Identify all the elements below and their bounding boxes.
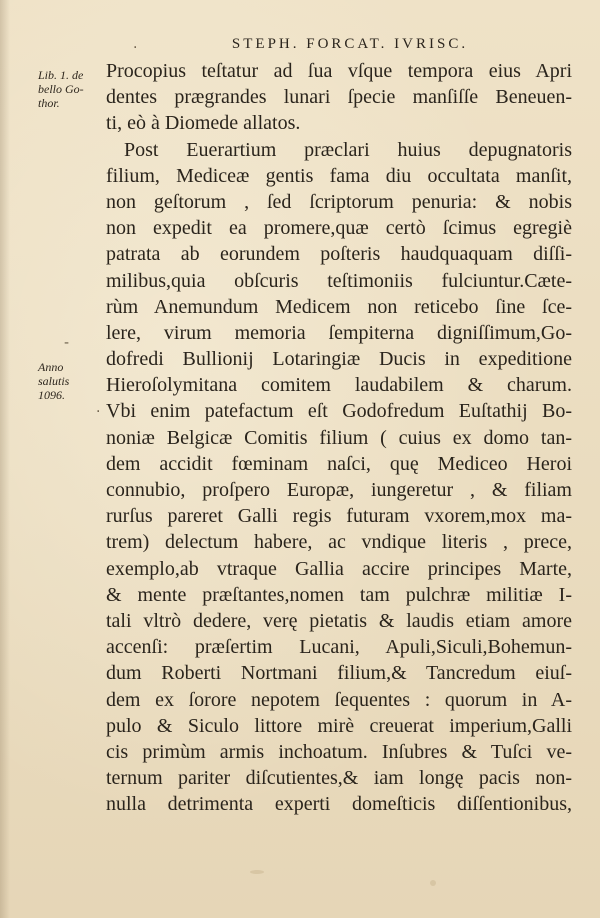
paper-stain — [250, 870, 264, 874]
text-line: ti, eò à Diomede allatos. — [106, 112, 301, 135]
text-line: non expedit ea promere,quæ certò ſcimus egregiè — [106, 217, 572, 240]
body-text — [106, 58, 572, 817]
ink-speck: · — [133, 40, 138, 56]
text-line: pulo & Siculo littore mirè creuerat imperium,Galli — [106, 714, 572, 737]
text-line: rurſus pareret Galli regis futuram vxorem,mox ma- — [106, 505, 572, 528]
text-line: noniæ Belgicæ Comitis filium ( cuius ex domo tan- — [106, 426, 572, 449]
text-line: non geſtorum , ſed ſcriptorum penuria: & nobis — [106, 190, 572, 213]
paper-stain — [430, 880, 436, 886]
text-line: accenſi: præſertim Lucani, Apuli,Siculi,Bohemun- — [106, 636, 572, 659]
text-line: & mente præſtantes,nomen tam pulchræ militiæ I- — [106, 583, 572, 606]
text-line: lere, virum memoria ſempiterna digniſſimum,Go- — [106, 321, 572, 344]
text-line: Post Euerartium præclari huius depugnatoris — [124, 138, 572, 161]
text-line: rùm Anemundum Medicem non reticebo ſine ſce- — [106, 295, 572, 318]
text-line: nulla detrimenta experti domeſticis diſſentionibus, — [106, 793, 572, 816]
margin-note-line: Lib. 1. de — [38, 68, 84, 82]
text-line: Hieroſolymitana comitem laudabilem & charum. — [106, 374, 572, 397]
margin-note-line: Anno — [38, 360, 64, 374]
text-line: trem) delectum habere, ac vndique literis , prece, — [106, 531, 572, 554]
text-line: dofredi Bullionij Lotaringiæ Ducis in expeditione — [106, 348, 572, 371]
running-head: STEPH. FORCAT. IVRISC. — [231, 36, 469, 52]
text-line: connubio, proſpero Europæ, iungeretur , & filiam — [106, 479, 572, 501]
text-line: tali vltrò dedere, verę pietatis & laudis etiam amore — [106, 609, 572, 632]
margin-note-line: salutis — [38, 374, 70, 388]
margin-note-reference — [38, 68, 108, 110]
text-line: milibus,quia obſcuris teſtimoniis fulciuntur.Cæte- — [106, 269, 572, 292]
margin-note-line: 1096. — [38, 388, 65, 402]
text-line: Vbi enim patefactum eſt Godofredum Euſtathij Bo- — [106, 400, 572, 423]
text-line: dem ex ſorore nepotem ſequentes : quorum in A- — [106, 688, 572, 711]
text-line: patrata ab eorundem poſteris haudquaquam diſſi- — [106, 243, 572, 266]
text-line: exemplo,ab vtraque Gallia accire principes Marte, — [106, 557, 572, 580]
margin-note-year — [38, 360, 108, 402]
ink-speck: · — [96, 404, 101, 420]
text-line: dum Roberti Nortmani filium,& Tancredum eiuſ- — [106, 662, 572, 685]
text-line: Procopius teſtatur ad ſua vſque tempora eius Apri — [106, 60, 572, 82]
margin-note-line: bello Go- — [38, 82, 84, 96]
text-line: filium, Mediceæ gentis fama diu occultata manſit, — [106, 164, 572, 187]
text-line: dentes prægrandes lunari ſpecie manſiſſe Beneuen- — [106, 86, 572, 109]
ink-speck: - — [64, 335, 70, 351]
text-line: dem accidit fœminam naſci, quę Mediceo Heroi — [106, 452, 572, 475]
text-line: cis primùm armis inchoatum. Inſubres & Tuſci ve- — [106, 740, 572, 763]
text-line: ternum pariter diſcutientes,& iam longę pacis non- — [106, 767, 572, 790]
margin-note-line: thor. — [38, 96, 60, 110]
